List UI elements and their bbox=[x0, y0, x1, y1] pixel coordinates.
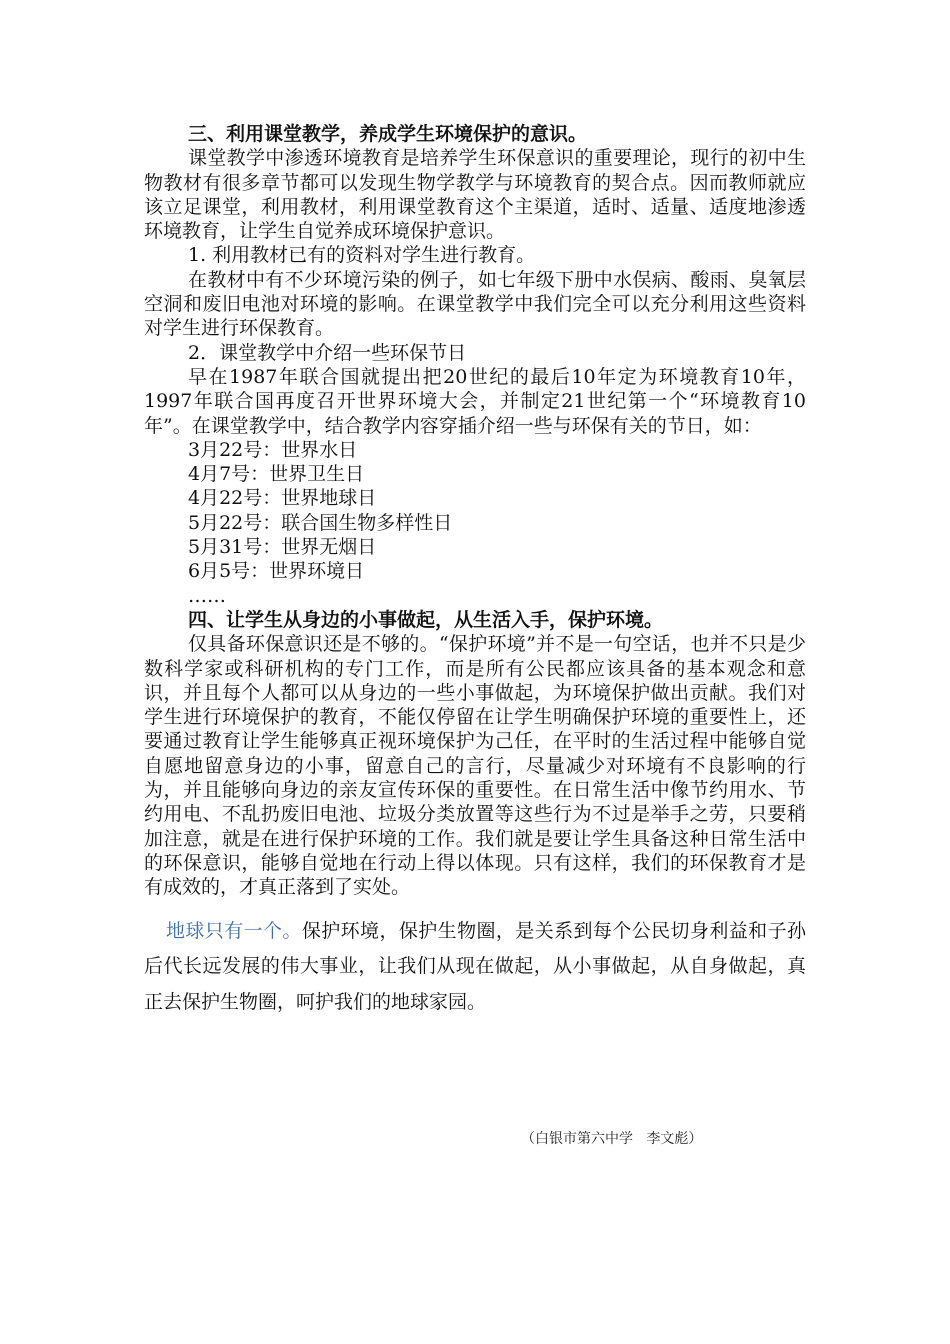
subsection-1-body: 在教材中有不少环境污染的例子，如七年级下册中水俣病、酸雨、臭氧层空洞和废旧电池对环境的影响。在课堂教学中我们完全可以充分利用这些资料对学生进行环保教育。 bbox=[144, 268, 806, 340]
closing-text: 保护环境，保护生物圈，是关系到每个公民切身利益和子孙后代长远发展的伟大事业，让我们从现在做起，从小事做起，从自身做起，真正去保护生物圈，呵护我们的地球家园。 bbox=[144, 919, 806, 1013]
subsection-2-body: 早在1987年联合国就提出把20世纪的最后10年定为环境教育10年，1997年联合国再度召开世界环境大会，并制定21世纪第一个“环境教育10年”。在课堂教学中，结合教学内容穿插介绍一些与环保有关的节日，如： bbox=[144, 365, 806, 437]
closing-paragraph bbox=[144, 914, 806, 1021]
environment-day-item: 6月5号：世界环境日 bbox=[188, 560, 365, 583]
section-4-body: 仅具备环保意识还是不够的。“保护环境”并不是一句空话，也并不只是少数科学家或科研机构的专门工作，而是所有公民都应该具备的基本观念和意识，并且每个人都可以从身边的一些小事做起，为环境保护做出贡献。我们对学生进行环境保护的教育，不能仅停留在让学生明确保护环境的重要性上，还要通过教育让学生能够真正视环境保护为己任，在平时的生活过程中能够自觉自愿地留意身边的小事，留意自己的言行，尽量减少对环境有不良影响的行为，并且能够向身边的亲友宣传环保的重要性。在日常生活中像节约用水、节约用电、不乱扔废旧电池、垃圾分类放置等这些行为不过是举手之劳，只要稍加注意，就是在进行保护环境的工作。我们就是要让学生具备这种日常生活中的环保意识，能够自觉地在行动上得以体现。只有这样，我们的环保教育才是有成效的，才真正落到了实处。 bbox=[144, 633, 806, 899]
section-3-heading: 三、利用课堂教学，养成学生环境保护的意识。 bbox=[188, 123, 588, 145]
environment-day-item: 4月22号：世界地球日 bbox=[188, 487, 377, 510]
list-ellipsis: …… bbox=[188, 584, 226, 607]
environment-day-item: 3月22号：世界水日 bbox=[188, 438, 358, 461]
closing-accent-text: 地球只有一个。 bbox=[166, 919, 302, 942]
environment-day-item: 5月31号：世界无烟日 bbox=[188, 536, 377, 559]
subsection-1-title: 1. 利用教材已有的资料对学生进行教育。 bbox=[188, 244, 536, 267]
section-3-intro: 课堂教学中渗透环境教育是培养学生环保意识的重要理论，现行的初中生物教材有很多章节都可以发现生物学教学与环境教育的契合点。因而教师就应该立足课堂，利用教材，利用课堂教育这个主渠道，适时、适量、适度地渗透环境教育，让学生自觉养成环境保护意识。 bbox=[144, 147, 806, 243]
environment-day-item: 5月22号：联合国生物多样性日 bbox=[188, 511, 453, 534]
section-4-heading: 四、让学生从身边的小事做起，从生活入手，保护环境。 bbox=[188, 608, 664, 631]
document-body bbox=[144, 122, 806, 1020]
environment-day-item: 4月7号：世界卫生日 bbox=[188, 463, 365, 486]
subsection-2-title: 2．课堂教学中介绍一些环保节日 bbox=[188, 341, 467, 364]
author-signature: （白银市第六中学 李文彪） bbox=[521, 1131, 703, 1147]
